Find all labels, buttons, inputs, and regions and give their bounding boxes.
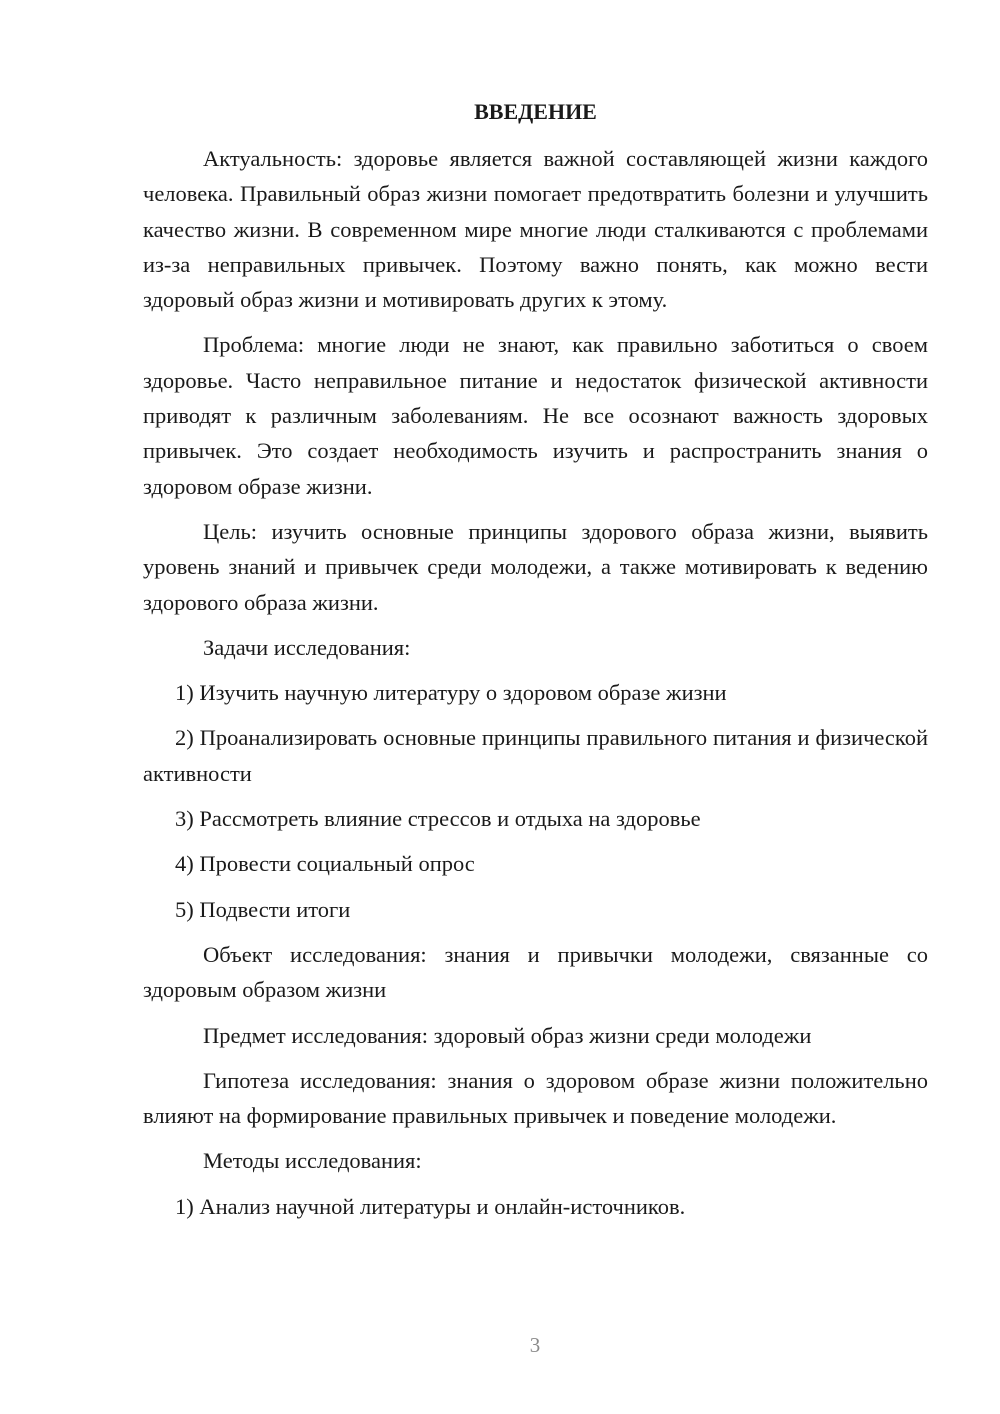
page-content: [143, 94, 928, 1234]
goal-paragraph: Цель: изучить основные принципы здорового образа жизни, выявить уровень знаний и привычек среди молодежи, а также мотивировать к ведению здорового образа жизни.: [143, 518, 928, 615]
hypothesis-paragraph: Гипотеза исследования: знания о здоровом образе жизни положительно влияют на формирование правильных привычек и поведение молодежи.: [143, 1067, 928, 1129]
task-item: 2) Проанализировать основные принципы правильного питания и физической активности: [143, 725, 928, 786]
page-number: 3: [529, 1333, 541, 1357]
research-subject-paragraph: Предмет исследования: здоровый образ жизни среди молодежи: [203, 1022, 812, 1048]
problem-paragraph: Проблема: многие люди не знают, как правильно заботиться о своем здоровье. Часто неправильное питание и недостаток физической активности приводят к различным заболеваниям. Не все осознают важность здоровых привычек. Это создает необходимость изучить и распространить знания о здоровом образе жизни.: [143, 332, 928, 499]
research-object-paragraph: Объект исследования: знания и привычки молодежи, связанные со здоровым образом жизни: [143, 941, 928, 1003]
task-item: 1) Изучить научную литературу о здоровом образе жизни: [175, 680, 727, 706]
task-item: 3) Рассмотреть влияние стрессов и отдыха на здоровье: [175, 806, 701, 832]
method-item: 1) Анализ научной литературы и онлайн-источников.: [175, 1193, 686, 1219]
section-title: ВВЕДЕНИЕ: [474, 99, 597, 124]
task-item: 5) Подвести итоги: [175, 896, 351, 922]
relevance-paragraph: Актуальность: здоровье является важной составляющей жизни каждого человека. Правильный образ жизни помогает предотвратить болезни и улучшить качество жизни. В современном мире многие люди сталкиваются с проблемами из-за неправильных привычек. Поэтому важно понять, как можно вести здоровый образ жизни и мотивировать других к этому.: [143, 146, 928, 313]
methods-heading: Методы исследования:: [203, 1148, 422, 1174]
task-item: 4) Провести социальный опрос: [175, 851, 475, 877]
tasks-heading: Задачи исследования:: [203, 634, 411, 660]
